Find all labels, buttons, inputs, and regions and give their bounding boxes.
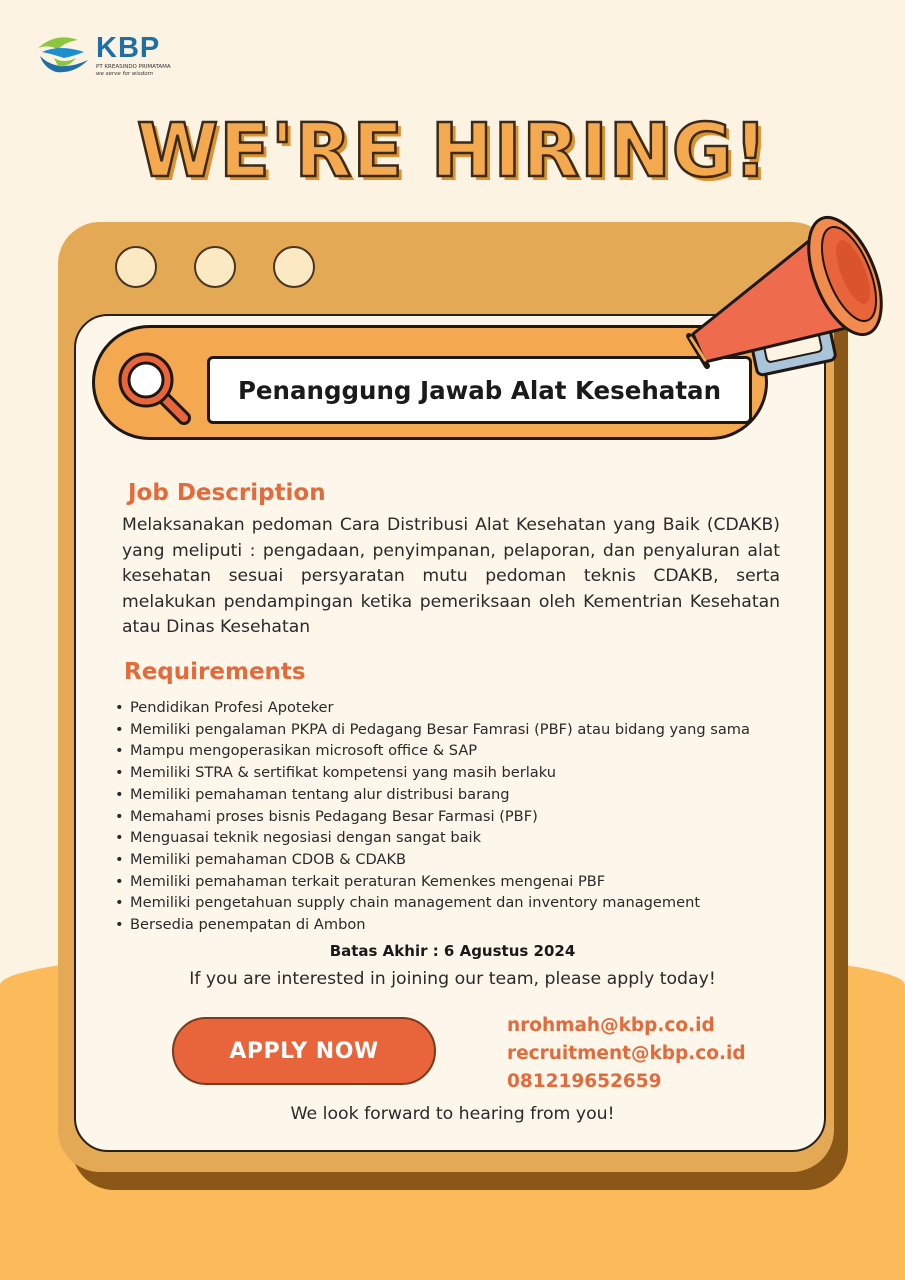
logo-tagline: we serve for wisdom (96, 71, 153, 77)
contacts (507, 1012, 746, 1096)
kbp-logo-icon (34, 30, 94, 78)
contact-email-2[interactable]: recruitment@kbp.co.id (507, 1043, 746, 1064)
position-title: Penanggung Jawab Alat Kesehatan (237, 375, 722, 405)
list-item: • Memiliki STRA & sertifikat kompetensi yang masih berlaku (114, 762, 834, 784)
headline: WE'RE HIRING! (136, 108, 769, 194)
logo-company-name: PT KREASINDO PRIMATAMA (96, 64, 171, 70)
position-title-box (207, 356, 752, 424)
contact-email-1[interactable]: nrohmah@kbp.co.id (507, 1015, 715, 1036)
list-item: • Memiliki pemahaman terkait peraturan Kemenkes mengenai PBF (114, 871, 834, 893)
window-dot-2 (194, 246, 236, 288)
search-icon (112, 346, 196, 430)
job-description-text: Melaksanakan pedoman Cara Distribusi Alat Kesehatan yang Baik (CDAKB) yang meliputi : pengadaan, penyimpanan, pelaporan, dan penyaluran alat kesehatan sesuai persyaratan mutu pedoman teknis CDAKB, serta melakukan pendampingan ketika pemeriksaan oleh Kementrian Kesehatan atau Dinas Kesehatan (122, 515, 780, 638)
list-item: • Memahami proses bisnis Pedagang Besar Farmasi (PBF) (114, 806, 834, 828)
list-item: • Pendidikan Profesi Apoteker (114, 697, 834, 719)
window-dot-1 (115, 246, 157, 288)
requirements-list (114, 697, 834, 936)
job-description-heading: Job Description (128, 480, 326, 506)
deadline: Batas Akhir : 6 Agustus 2024 (329, 942, 576, 960)
list-item: • Memiliki pengalaman PKPA di Pedagang Besar Famrasi (PBF) atau bidang yang sama (114, 719, 834, 741)
interest-text: If you are interested in joining our team, please apply today! (189, 969, 716, 989)
requirements-heading: Requirements (124, 659, 306, 685)
logo-company (96, 64, 171, 78)
list-item: • Memiliki pengetahuan supply chain management dan inventory management (114, 892, 834, 914)
kbp-logo (34, 30, 184, 82)
list-item: • Menguasai teknik negosiasi dengan sangat baik (114, 827, 834, 849)
list-item: • Memiliki pemahaman CDOB & CDAKB (114, 849, 834, 871)
apply-now-button[interactable]: APPLY NOW (172, 1017, 436, 1085)
window-dot-3 (273, 246, 315, 288)
list-item: • Memiliki pemahaman tentang alur distribusi barang (114, 784, 834, 806)
logo-name: KBP (96, 32, 161, 64)
closing-text: We look forward to hearing from you! (290, 1104, 615, 1124)
list-item: • Bersedia penempatan di Ambon (114, 914, 834, 936)
contact-phone[interactable]: 081219652659 (507, 1071, 662, 1092)
megaphone-icon (685, 200, 900, 400)
list-item: • Mampu mengoperasikan microsoft office & SAP (114, 740, 834, 762)
